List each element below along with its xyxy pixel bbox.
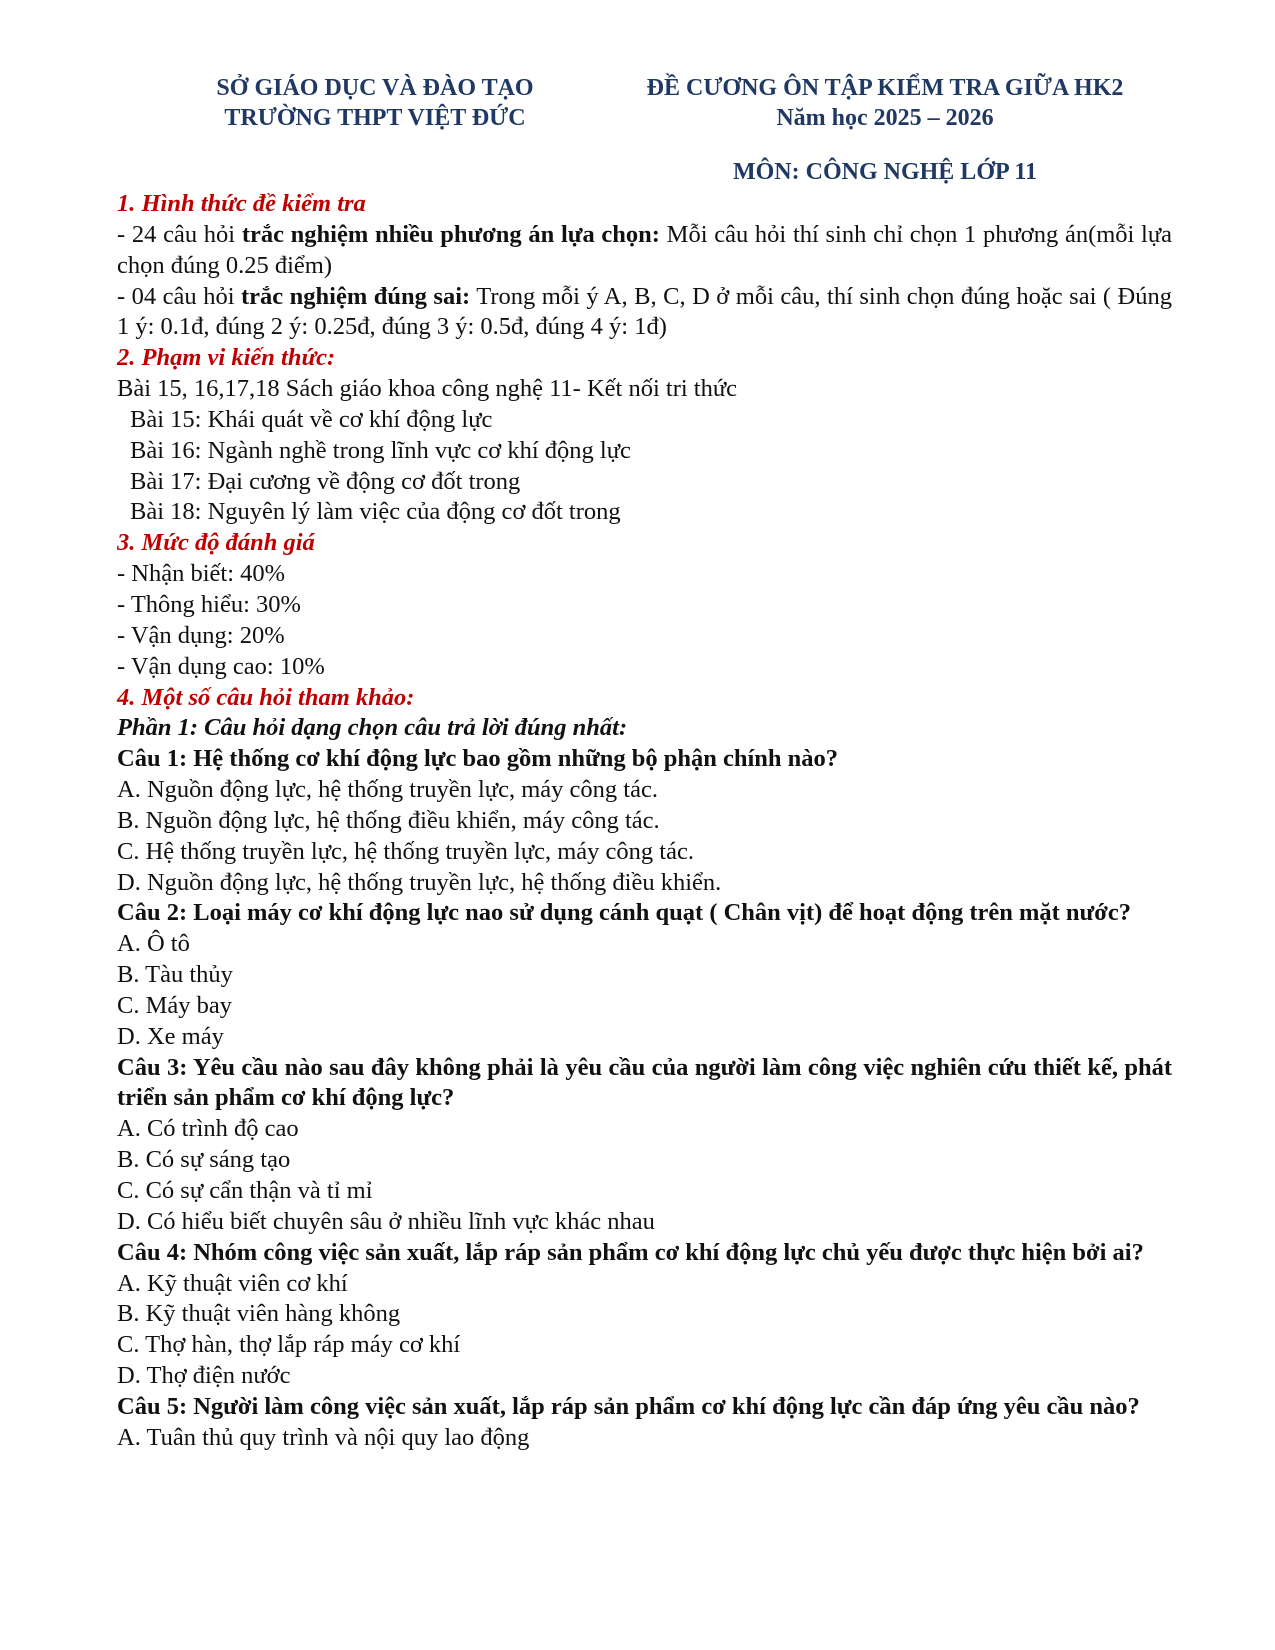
question-text: Câu 2: Loại máy cơ khí động lực nao sử dụng cánh quạt ( Chân vịt) để hoạt động trên mặt nước?: [117, 899, 1131, 927]
answer-option: B. Nguồn động lực, hệ thống điều khiển, máy công tác.: [117, 806, 660, 834]
text-run: Mỗi câu hỏi thí sinh chỉ chọn 1 phương án(mỗi lựa chọn đúng 0.25 điểm): [117, 220, 1173, 279]
answer-option: C. Máy bay: [117, 991, 232, 1019]
question-text: Câu 4: Nhóm công việc sản xuất, lắp ráp sản phẩm cơ khí động lực chủ yếu được thực hiện bởi ai?: [117, 1238, 1144, 1266]
part-heading: Phần 1: Câu hỏi dạng chọn câu trả lời đúng nhất:: [117, 714, 628, 742]
answer-option: D. Có hiểu biết chuyên sâu ở nhiều lĩnh vực khác nhau: [117, 1207, 655, 1235]
section-heading-format: 1. Hình thức đề kiểm tra: [117, 190, 366, 217]
question-text: Câu 3: Yêu cầu nào sau đây không phải là yêu cầu của người làm công việc nghiên cứu thiết kế, phát triển sản phẩm cơ khí động lực?: [117, 1053, 1172, 1112]
document-title: ĐỀ CƯƠNG ÔN TẬP KIỂM TRA GIỮA HK2: [646, 75, 1124, 101]
header-left: [175, 73, 575, 133]
answer-option: C. Hệ thống truyền lực, hệ thống truyền lực, máy công tác.: [117, 837, 694, 865]
answer-option: C. Có sự cẩn thận và tỉ mỉ: [117, 1177, 373, 1204]
answer-option: A. Có trình độ cao: [117, 1115, 299, 1143]
scope-intro: Bài 15, 16,17,18 Sách giáo khoa công nghệ 11- Kết nối tri thức: [117, 375, 737, 403]
section-heading-assessment: 3. Mức độ đánh giá: [117, 529, 315, 557]
lesson-item: Bài 17: Đại cương về động cơ đốt trong: [130, 467, 521, 495]
answer-option: B. Tàu thủy: [117, 961, 233, 989]
level-item: - Vận dụng: 20%: [117, 621, 285, 649]
school-name: TRƯỜNG THPT VIỆT ĐỨC: [224, 105, 526, 131]
answer-option: B. Kỹ thuật viên hàng không: [117, 1300, 401, 1328]
answer-option: A. Kỹ thuật viên cơ khí: [117, 1269, 348, 1297]
lesson-item: Bài 15: Khái quát về cơ khí động lực: [130, 405, 493, 433]
format-line-multiple-choice: [117, 220, 1172, 282]
department-name: SỞ GIÁO DỤC VÀ ĐÀO TẠO: [216, 75, 534, 101]
answer-option: D. Thợ điện nước: [117, 1362, 291, 1390]
text-run: - 04 câu hỏi: [117, 282, 242, 310]
header-right: [600, 73, 1170, 133]
answer-option: B. Có sự sáng tạo: [117, 1146, 291, 1174]
bold-term: trắc nghiệm nhiều phương án lựa chọn:: [241, 220, 660, 248]
answer-option: A. Tuân thủ quy trình và nội quy lao động: [117, 1423, 530, 1451]
subject-title: MÔN: CÔNG NGHỆ LỚP 11: [732, 159, 1037, 185]
lesson-item: Bài 16: Ngành nghề trong lĩnh vực cơ khí động lực: [130, 436, 631, 464]
text-run: - 24 câu hỏi: [117, 220, 242, 248]
format-line-true-false: [117, 282, 1172, 344]
level-item: - Nhận biết: 40%: [117, 560, 286, 588]
answer-option: C. Thợ hàn, thợ lắp ráp máy cơ khí: [117, 1331, 461, 1359]
document-body: [117, 189, 1172, 1454]
bold-term: trắc nghiệm đúng sai:: [241, 282, 471, 310]
answer-option: A. Ô tô: [117, 930, 190, 958]
answer-option: A. Nguồn động lực, hệ thống truyền lực, máy công tác.: [117, 776, 658, 804]
section-heading-scope: 2. Phạm vi kiến thức:: [117, 344, 336, 372]
section-heading-questions: 4. Một số câu hỏi tham khảo:: [117, 683, 415, 711]
level-item: - Thông hiểu: 30%: [117, 590, 301, 618]
lesson-item: Bài 18: Nguyên lý làm việc của động cơ đốt trong: [130, 498, 621, 526]
text-run: Trong mỗi ý A, B, C, D ở mỗi câu, thí sinh chọn đúng hoặc sai ( Đúng 1 ý: 0.1đ, đúng 2 ý: 0.25đ, đúng 3 ý: 0.5đ, đúng 4 ý: 1đ): [117, 282, 1172, 341]
level-item: - Vận dụng cao: 10%: [117, 652, 325, 680]
question-text: Câu 5: Người làm công việc sản xuất, lắp ráp sản phẩm cơ khí động lực cần đáp ứng yêu cầu nào?: [117, 1392, 1140, 1420]
question-text: Câu 1: Hệ thống cơ khí động lực bao gồm những bộ phận chính nào?: [117, 745, 839, 773]
school-year: Năm học 2025 – 2026: [776, 105, 994, 131]
answer-option: D. Nguồn động lực, hệ thống truyền lực, hệ thống điều khiển.: [117, 868, 722, 896]
answer-option: D. Xe máy: [117, 1022, 224, 1050]
